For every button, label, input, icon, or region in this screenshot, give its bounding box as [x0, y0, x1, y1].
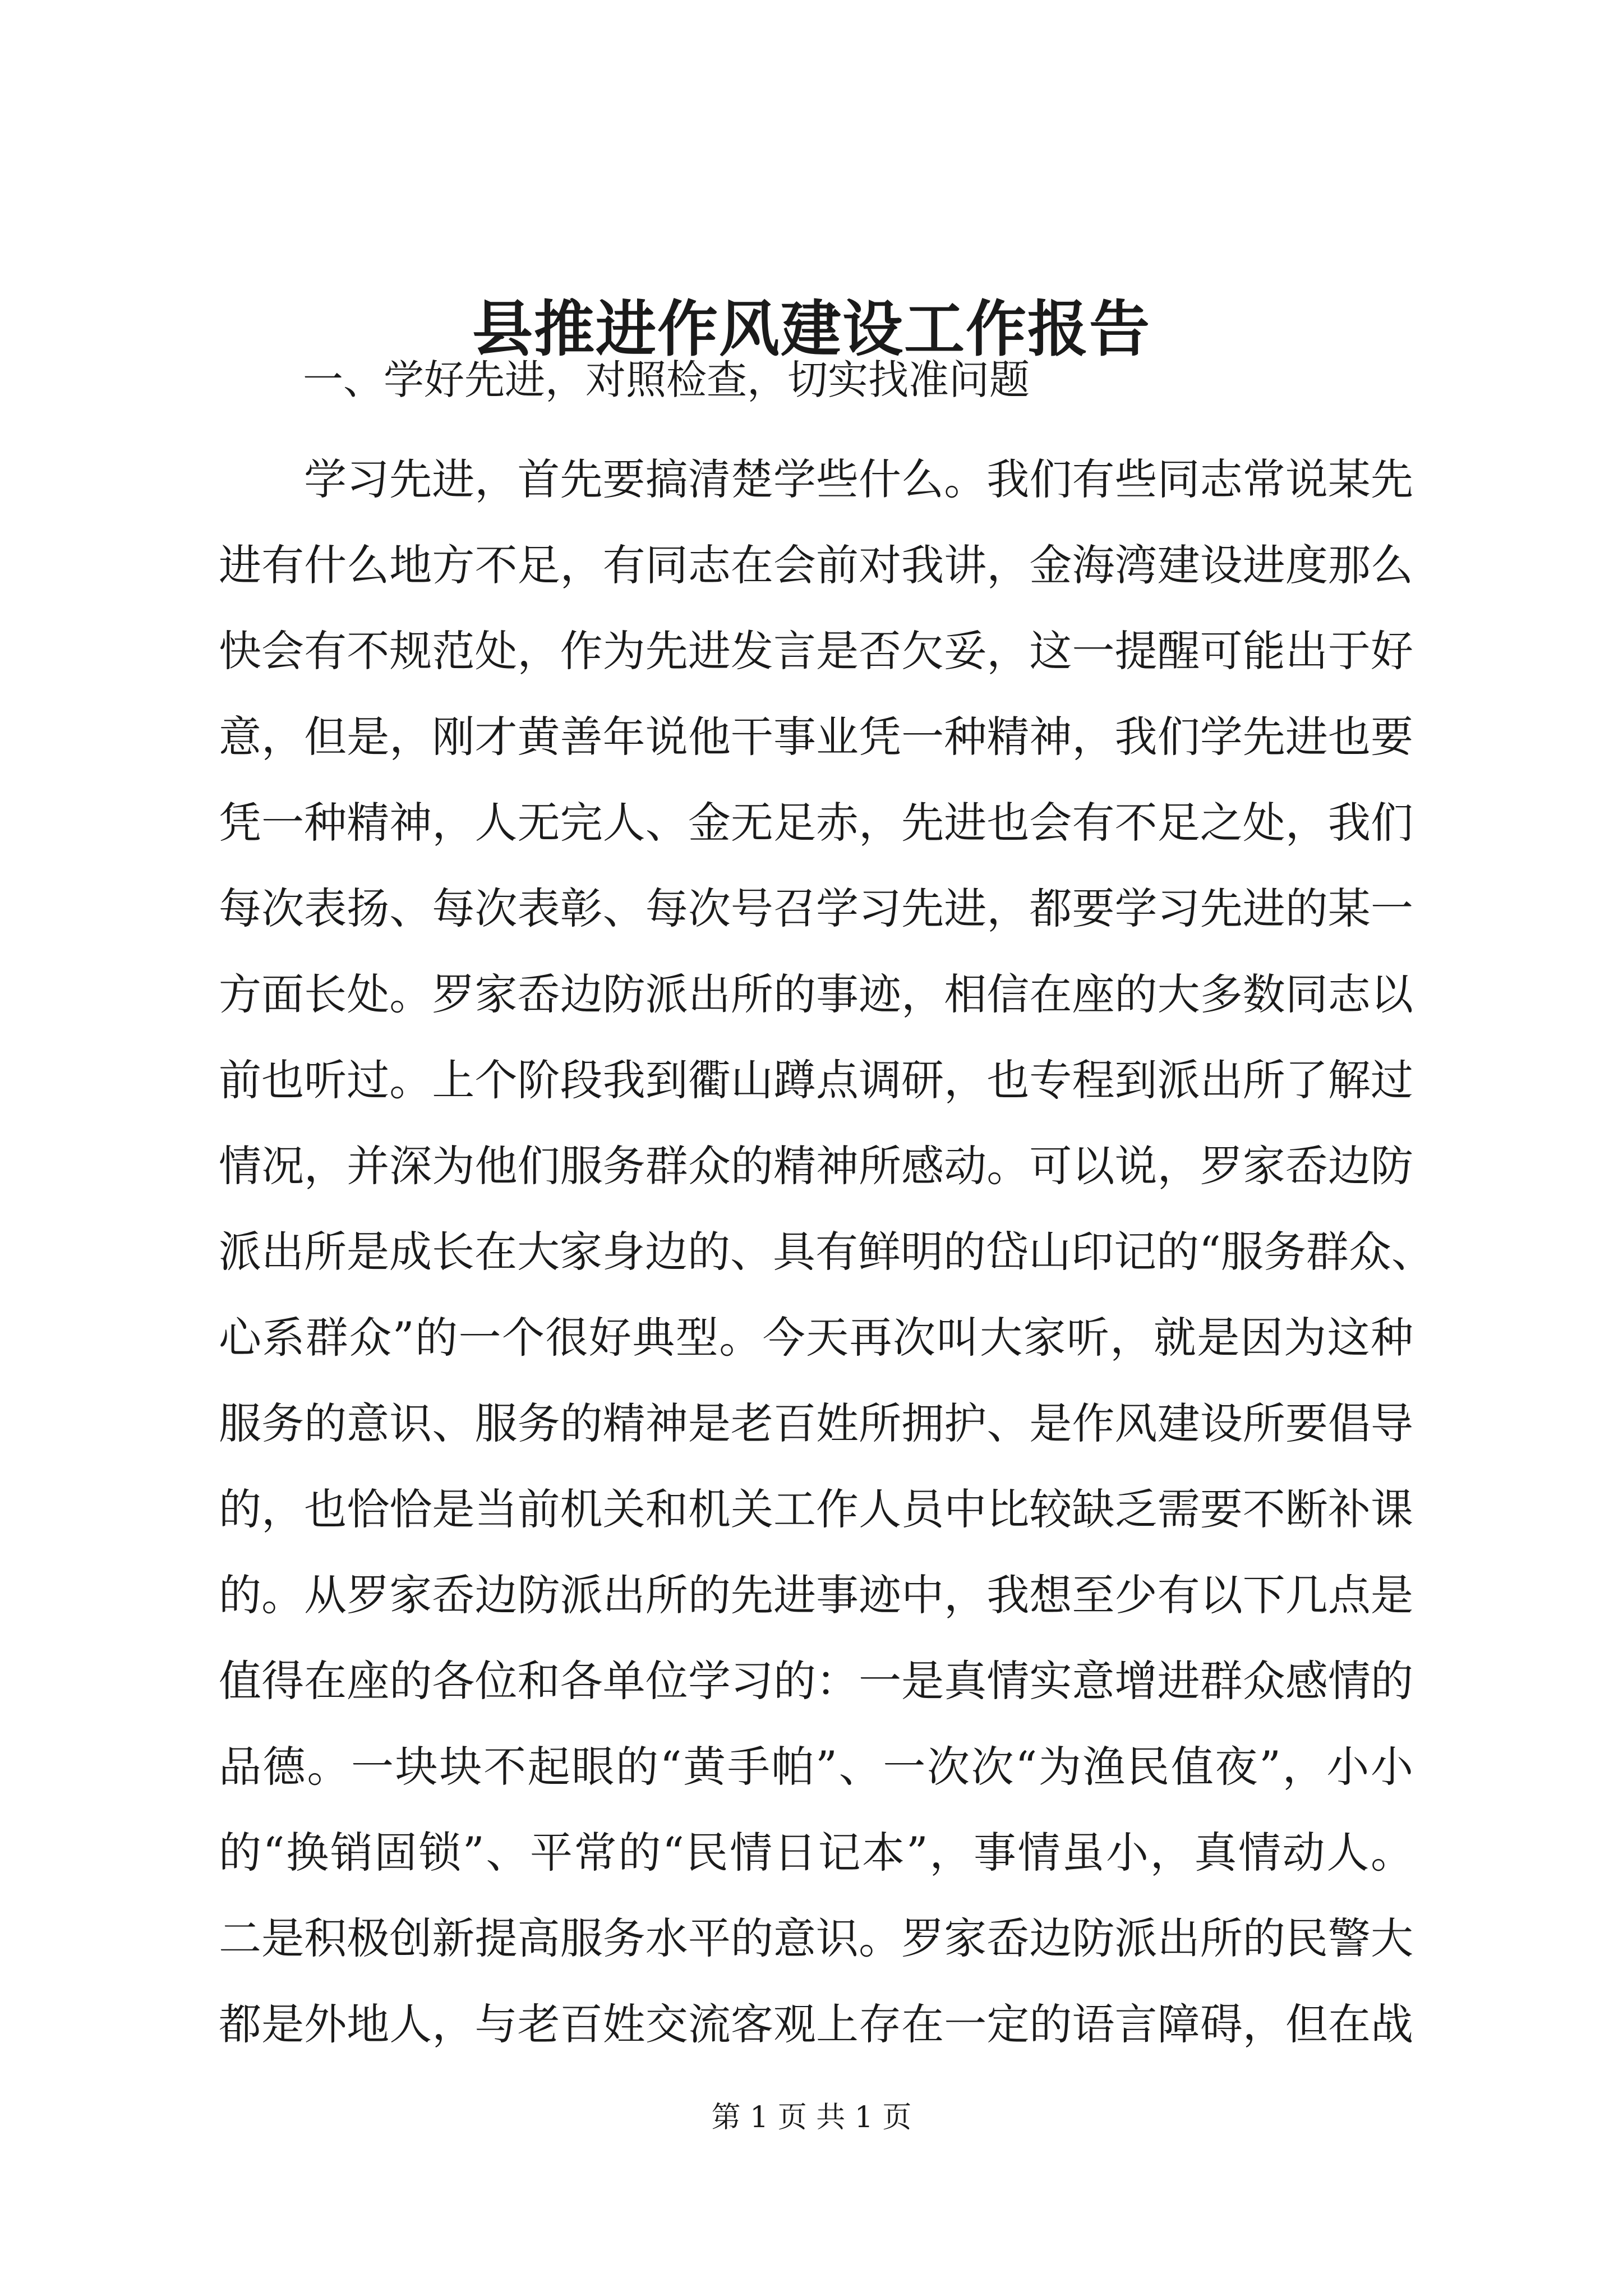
- paragraph-line: 值得在座的各位和各单位学习的：一是真情实意增进群众感情的: [219, 1656, 1413, 1706]
- page-footer: 第 1 页 共 1 页: [711, 2101, 912, 2134]
- paragraph-line: 服务的意识、服务的精神是老百姓所拥护、是作风建设所要倡导: [219, 1398, 1413, 1448]
- paragraph-line: 的，也恰恰是当前机关和机关工作人员中比较缺乏需要不断补课: [219, 1484, 1413, 1534]
- paragraph-line: 每次表扬、每次表彰、每次号召学习先进，都要学习先进的某一: [219, 884, 1413, 933]
- document-title: 县推进作风建设工作报告: [472, 294, 1151, 365]
- paragraph-line: 情况，并深为他们服务群众的精神所感动。可以说，罗家岙边防: [219, 1141, 1413, 1191]
- paragraph-line: 快会有不规范处，作为先进发言是否欠妥，这一提醒可能出于好: [219, 626, 1413, 676]
- paragraph-line: 方面长处。罗家岙边防派出所的事迹，相信在座的大多数同志以: [219, 969, 1413, 1019]
- paragraph-line: 前也听过。上个阶段我到衢山蹲点调研，也专程到派出所了解过: [219, 1055, 1413, 1105]
- paragraph-line: 派出所是成长在大家身边的、具有鲜明的岱山印记的“服务群众、: [219, 1227, 1434, 1277]
- paragraph-line: 进有什么地方不足，有同志在会前对我讲，金海湾建设进度那么: [219, 540, 1413, 590]
- paragraph-line: 都是外地人，与老百姓交流客观上存在一定的语言障碍，但在战: [219, 1999, 1413, 2049]
- paragraph-line: 凭一种精神，人无完人、金无足赤，先进也会有不足之处，我们: [219, 798, 1413, 848]
- paragraph-line: 心系群众”的一个很好典型。今天再次叫大家听，就是因为这种: [219, 1313, 1413, 1363]
- section-heading: 一、学好先进，对照检查，切实找准问题: [303, 356, 1030, 403]
- body-paragraph: [219, 436, 1434, 2067]
- paragraph-line: 学习先进，首先要搞清楚学些什么。我们有些同志常说某先: [304, 454, 1413, 504]
- paragraph-line: 意，但是，刚才黄善年说他干事业凭一种精神，我们学先进也要: [219, 712, 1413, 762]
- paragraph-line: 的“换销固锁”、平常的“民情日记本”，事情虽小，真情动人。: [219, 1828, 1413, 1878]
- paragraph-line: 品德。一块块不起眼的“黄手帕”、一次次“为渔民值夜”，小小: [219, 1742, 1413, 1792]
- paragraph-line: 二是积极创新提高服务水平的意识。罗家岙边防派出所的民警大: [219, 1913, 1413, 1963]
- paragraph-line: 的。从罗家岙边防派出所的先进事迹中，我想至少有以下几点是: [219, 1570, 1413, 1620]
